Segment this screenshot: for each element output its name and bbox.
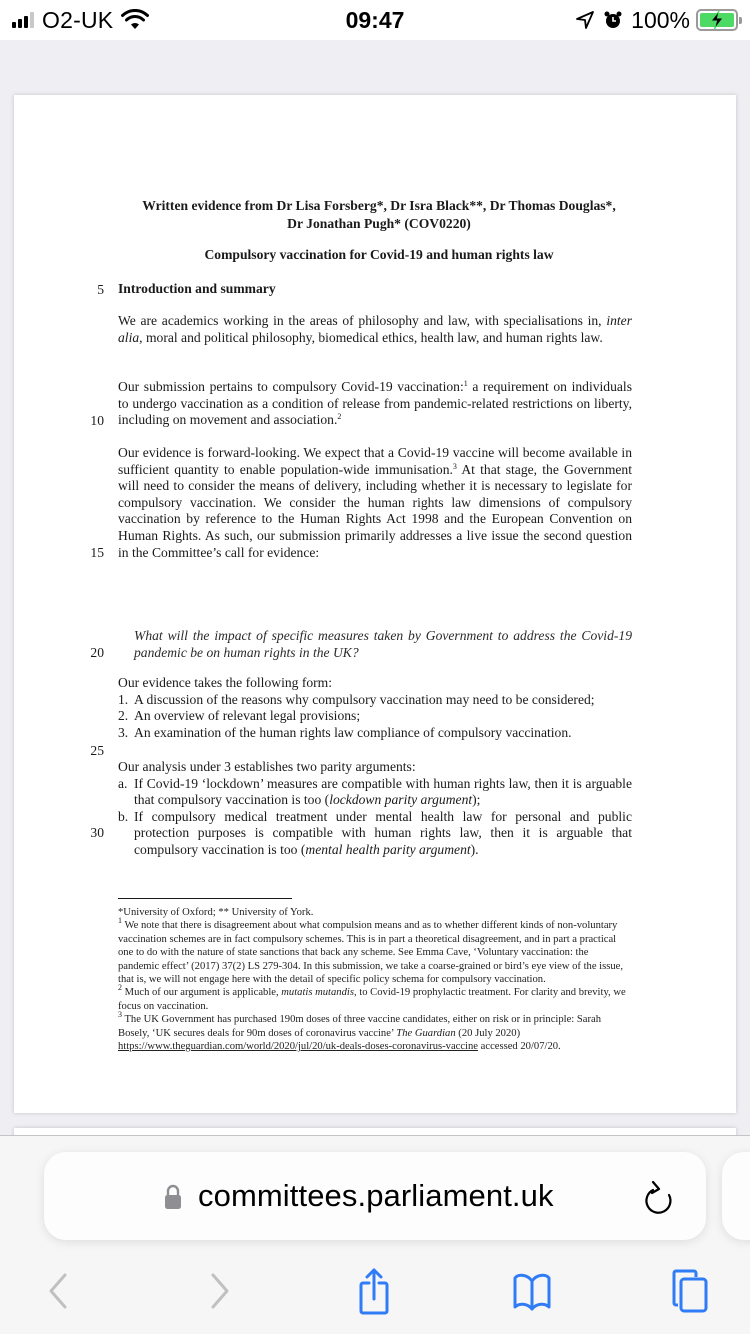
footnote-2: $^2$ Much of our argument is applicable, mutatis mutandis, to Covid-19 prophylactic treatment. For clarity and brevity, we focus on vaccination.: [118, 983, 626, 1012]
browser-toolbar: [0, 1135, 750, 1334]
lock-icon: [164, 1184, 182, 1210]
paragraph-evidence: Our evidence is forward-looking. We expect that a Covid-19 vaccine will become available in sufficient quantity to enable population-wide immunisation.$^3$ At that stage, the Government will need to consider the means of delivery, including whether it is necessary to legislate for compulsory vaccination. We consider the human rights law dimensions of compulsory vaccination by reference to the Human Rights Act 1998 and the European Convention on Human Rights. As such, our submission primarily addresses a live issue the second question in the Committee’s call for evidence:: [118, 445, 632, 560]
chevron-right-icon: [209, 1272, 231, 1310]
back-button[interactable]: [28, 1256, 88, 1326]
committee-question-quote: What will the impact of specific measures taken by Government to address the Covid-19 pandemic be on human rights in the UK?: [134, 628, 632, 660]
next-tab-peek[interactable]: [722, 1152, 750, 1240]
forward-button[interactable]: [190, 1256, 250, 1326]
line-number: 25: [90, 743, 104, 758]
battery-percent: 100%: [631, 6, 690, 33]
list-item: 1. A discussion of the reasons why compulsory vaccination may need to be considered;: [118, 691, 595, 707]
paragraph-intro: We are academics working in the areas of philosophy and law, with specialisations in, inter alia, moral and political philosophy, biomedical ethics, health law, and human rights law.: [118, 313, 632, 345]
share-icon: [359, 1267, 389, 1315]
bottom-toolbar: [0, 1256, 750, 1326]
bookmarks-button[interactable]: [502, 1256, 562, 1326]
document-subtitle: Compulsory vaccination for Covid-19 and human rights law: [204, 247, 554, 262]
battery-icon: [696, 9, 738, 31]
guardian-link[interactable]: https://www.theguardian.com/world/2020/jul/20/uk-deals-doses-coronavirus-vaccine: [118, 1041, 479, 1053]
document-title: [114, 197, 644, 233]
pdf-viewer[interactable]: [0, 40, 750, 1150]
list-item: a. If Covid-19 ‘lockdown’ measures are compatible with human rights law, then it is arguable that compulsory vaccination is too (lockdown parity argument);: [118, 775, 632, 808]
line-number: 15: [90, 545, 104, 560]
evidence-form-section: [118, 675, 632, 741]
footnote-ref[interactable]: 1: [463, 379, 468, 388]
url-text[interactable]: committees.parliament.uk: [198, 1178, 554, 1213]
affiliations-note: *University of Oxford; ** University of York.: [118, 907, 314, 918]
footnote-divider: [118, 898, 292, 899]
tabs-button[interactable]: [660, 1256, 720, 1326]
reload-icon[interactable]: [642, 1178, 676, 1216]
paragraph-submission: Our submission pertains to compulsory Covid-19 vaccination:$^1$ a requirement on individuals to undergo vaccination as a condition of release from pandemic-related restrictions on liberty, including on movement and association.$^2$: [118, 379, 632, 428]
list-item: b. If compulsory medical treatment under mental health law for personal and public protection purposes is compatible with human rights law, then it is arguable that compulsory vaccination is too (mental health parity argument).: [118, 808, 632, 857]
bookmarks-book-icon: [512, 1271, 552, 1311]
line-number: 10: [90, 413, 104, 428]
title-line-1: Written evidence from Dr Lisa Forsberg*, Dr Isra Black**, Dr Thomas Douglas*,: [142, 198, 616, 213]
footnote-ref[interactable]: 3: [452, 461, 457, 471]
share-button[interactable]: [344, 1256, 404, 1326]
alarm-icon: [603, 10, 623, 30]
footnotes: [118, 906, 632, 1053]
footnote-ref[interactable]: 2: [337, 412, 342, 422]
list-item: 3. An examination of the human rights law compliance of compulsory vaccination.: [118, 724, 572, 740]
analysis-intro: Our analysis under 3 establishes two parity arguments:: [118, 759, 416, 774]
line-number: 30: [90, 825, 104, 840]
chevron-left-icon: [47, 1272, 69, 1310]
form-intro: Our evidence takes the following form:: [118, 675, 333, 690]
location-icon: [575, 10, 595, 30]
line-number: 20: [90, 645, 104, 660]
address-bar[interactable]: [44, 1152, 706, 1240]
status-bar: [0, 0, 750, 40]
line-number: 5: [97, 282, 104, 297]
footnote-1: $^1$ We note that there is disagreement about what compulsion means and as to whether different kinds of non-voluntary vaccination schemes are in fact compulsory schemes. This is in part a theoretical disagreement, and in part a practical one to do with the nature of state sanctions that back any scheme. See Emma Cave, ‘Voluntary vaccination: the pandemic effect’ (2017) 37(2) LS 279-304. In this submission, we take a coarse-grained or bird’s eye view of the issue, that is, we will not engage here with the detail of specific policy schema for compulsory vaccination.: [118, 916, 624, 986]
clock: 09:47: [345, 7, 405, 33]
charging-bolt-icon: [708, 11, 726, 29]
list-item: 2. An overview of relevant legal provisions;: [118, 708, 361, 724]
pdf-page: [14, 95, 736, 1113]
footnote-3: $^3$ The UK Government has purchased 190m doses of three vaccine candidates, either on risk or in principle: Sarah Bosely, ‘UK secures deals for 90m doses of coronavirus vaccine’ The Guardian (20 July 2020) https://www.theguardian.com/world/2020/jul/20/uk-deals-doses-coronavirus-vaccine accessed 20/07/20.: [118, 1010, 602, 1053]
analysis-section: [118, 759, 632, 859]
carrier-name: O2-UK: [42, 6, 114, 33]
tabs-icon: [672, 1269, 708, 1313]
status-right: [575, 6, 738, 34]
title-line-2: Dr Jonathan Pugh* (COV0220): [287, 216, 471, 231]
section-heading: Introduction and summary: [118, 281, 276, 296]
